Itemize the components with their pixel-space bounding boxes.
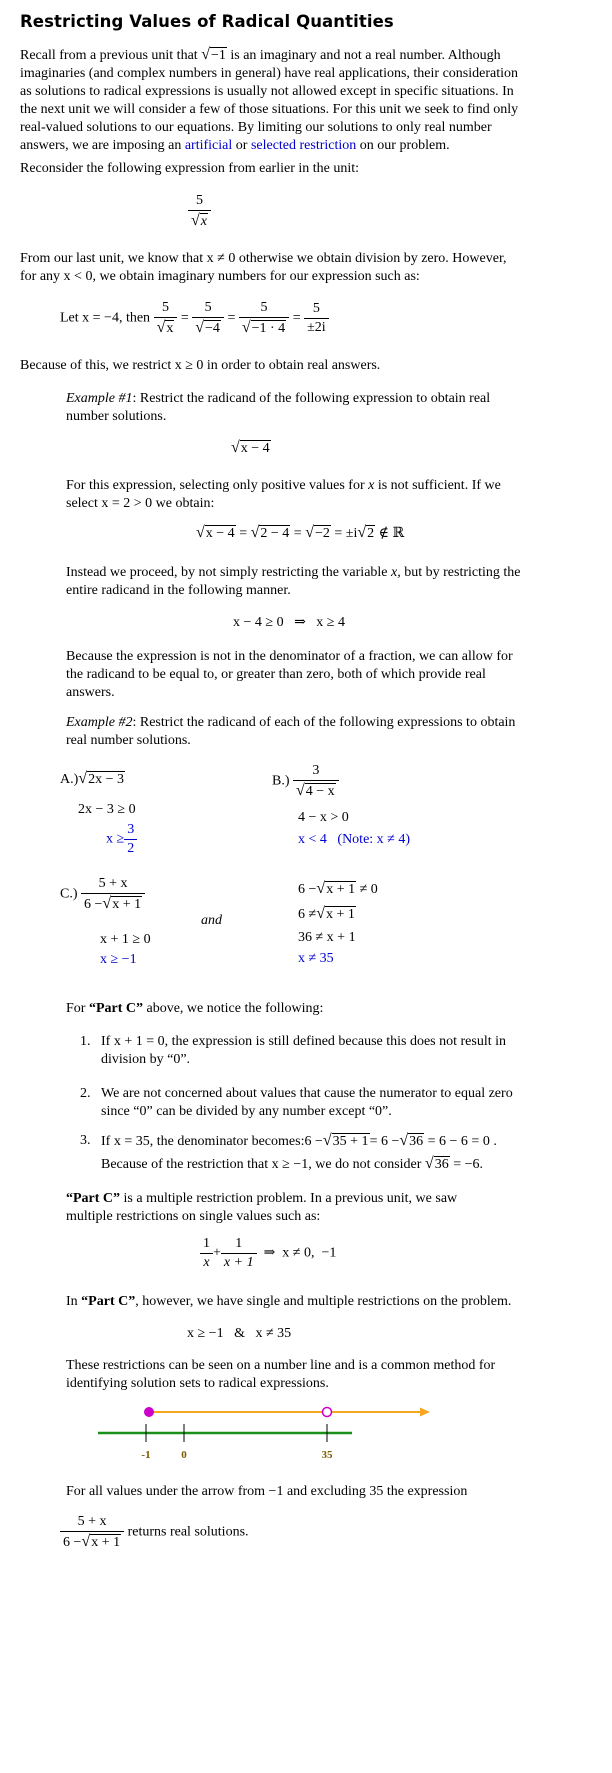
part-a-answer: x ≥ $\frac{3}{2}$ — [106, 822, 137, 857]
reconsider-text: Reconsider the following expression from earlier in the unit: — [20, 161, 360, 176]
selected-restriction-term: selected restriction — [250, 138, 357, 153]
part-c-item-2: 2. We are not concerned about values that cause the numerator to equal zero since “0” can be divided by any number except “0”. — [80, 1086, 513, 1119]
tick-label-35: 35 — [321, 1449, 333, 1461]
in-part-c-text: In “Part C”, however, we have single and multiple restrictions on the problem. — [66, 1294, 512, 1309]
page-title: Restricting Values of Radical Quantities — [20, 12, 394, 31]
conclusion-expression: $\frac{5 + x}{6 -√x + 1}$ returns real solutions. — [60, 1514, 249, 1551]
example-1-expression: √x − 4 — [231, 439, 270, 456]
example-1-inequality: x − 4 ≥ 0 ⇒ x ≥ 4 — [233, 615, 345, 630]
arrow-head-icon — [420, 1408, 430, 1417]
part-c-answer-1: x ≥ −1 — [100, 952, 137, 967]
part-c-expression: C.) $\frac{5 + x}{6 -√x + 1}$ — [60, 876, 145, 913]
part-c-denominator-step-3: 36 ≠ x + 1 — [298, 930, 356, 945]
example-1-prompt: Example #1: Restrict the radicand of the following expression to obtain real number solutions. — [66, 391, 491, 424]
intro-text: as solutions to radical expressions is usually not allowed except in specific situations. In — [20, 84, 514, 99]
part-c-item-3: 3. If x = 35, the denominator becomes:6 −√35 + 1= 6 −√36 = 6 − 6 = 0 . Because of the restriction that x ≥ −1, we do not consider √36 = −6. — [80, 1132, 497, 1172]
example-1-explanation: For this expression, selecting only positive values for x is not sufficient. If we select x = 2 > 0 we obtain: — [66, 478, 501, 511]
intro-paragraph — [20, 46, 586, 155]
number-line — [90, 1398, 450, 1468]
intro-text: on our problem. — [359, 138, 450, 153]
expression-5-over-sqrt-x: $\frac{5}{√x}$ — [188, 193, 211, 230]
part-c-denominator-step-2: 6 ≠√x + 1 — [298, 905, 355, 922]
intro-text: real-valued solutions to our equations. By limiting our solutions to only real number — [20, 120, 492, 135]
intro-text: is an imaginary and not a real number. Although — [230, 48, 501, 63]
from-last-unit-paragraph: From our last unit, we know that x ≠ 0 otherwise we obtain division by zero. However, for any x < 0, we obtain imaginary numbers for our expression such as: — [20, 251, 507, 284]
because-restrict-text: Because of this, we restrict x ≥ 0 in order to obtain real answers. — [20, 358, 381, 373]
intro-text: the next unit we will consider a few of those situations. For this unit we seek to find only — [20, 102, 519, 117]
part-c-and: and — [201, 913, 222, 928]
multiple-restriction-paragraph: “Part C” is a multiple restriction problem. In a previous unit, we saw multiple restrictions on single values such as: — [66, 1191, 458, 1224]
multiple-restriction-example: $\frac{1}{x}$ + $\frac{1}{x + 1}$ ⇒ x ≠ 0, −1 — [200, 1236, 336, 1271]
example-1-instead: Instead we proceed, by not simply restricting the variable x, but by restricting the entire radicand in the following manner. — [66, 565, 521, 598]
sqrt-neg-one: √−1 — [201, 46, 226, 63]
part-a-step: 2x − 3 ≥ 0 — [78, 802, 136, 817]
conclusion-text: For all values under the arrow from −1 and excluding 35 the expression — [66, 1484, 468, 1499]
part-c-answer-2: x ≠ 35 — [298, 951, 334, 966]
intro-text: answers, we are imposing an — [20, 138, 182, 153]
example-2-prompt: Example #2: Restrict the radicand of each of the following expressions to obtain real number solutions. — [66, 715, 516, 748]
part-b-answer: x < 4 (Note: x ≠ 4) — [298, 832, 411, 847]
open-point-35 — [323, 1408, 332, 1417]
tick-label-neg1: -1 — [141, 1449, 151, 1461]
let-x-example: Let x = −4, then $\frac{5}{√x}$ = $\frac{5}{√-4}$ = $\frac{5}{√-1 \cdot 4}$ = $\frac{5}{\pm 2i}$ — [60, 300, 329, 337]
part-b-step: 4 − x > 0 — [298, 810, 349, 825]
part-c-intro: For “Part C” above, we notice the following: — [66, 1001, 324, 1016]
intro-text: or — [235, 138, 248, 153]
part-a-expression: A.)√2x − 3 — [60, 770, 124, 787]
intro-text: imaginaries (and complex numbers in general) have real applications, their consideration — [20, 66, 518, 81]
number-line-intro: These restrictions can be seen on a number line and is a common method for identifying solution sets to radical expressions. — [66, 1358, 496, 1391]
example-1-chain: √x − 4 = √2 − 4 = √−2 = ±i√2 ∉ ℝ — [196, 524, 405, 541]
part-c-denominator-step-1: 6 −√x + 1 ≠ 0 — [298, 880, 378, 897]
intro-text: Recall from a previous unit that — [20, 48, 198, 63]
example-1-because: Because the expression is not in the denominator of a fraction, we can allow for the radicand to be equal to, or greater than zero, both of which provide real answers. — [66, 649, 513, 700]
closed-point-neg1 — [145, 1408, 154, 1417]
part-c-step: x + 1 ≥ 0 — [100, 932, 151, 947]
restrictions-summary: x ≥ −1 & x ≠ 35 — [187, 1326, 292, 1341]
artificial-term: artificial — [184, 138, 233, 153]
part-b-expression: B.) $\frac{3}{√4 - x}$ — [272, 763, 339, 800]
tick-label-0: 0 — [181, 1449, 187, 1461]
part-c-item-1: 1. If x + 1 = 0, the expression is still defined because this does not result in division by “0”. — [80, 1034, 507, 1067]
